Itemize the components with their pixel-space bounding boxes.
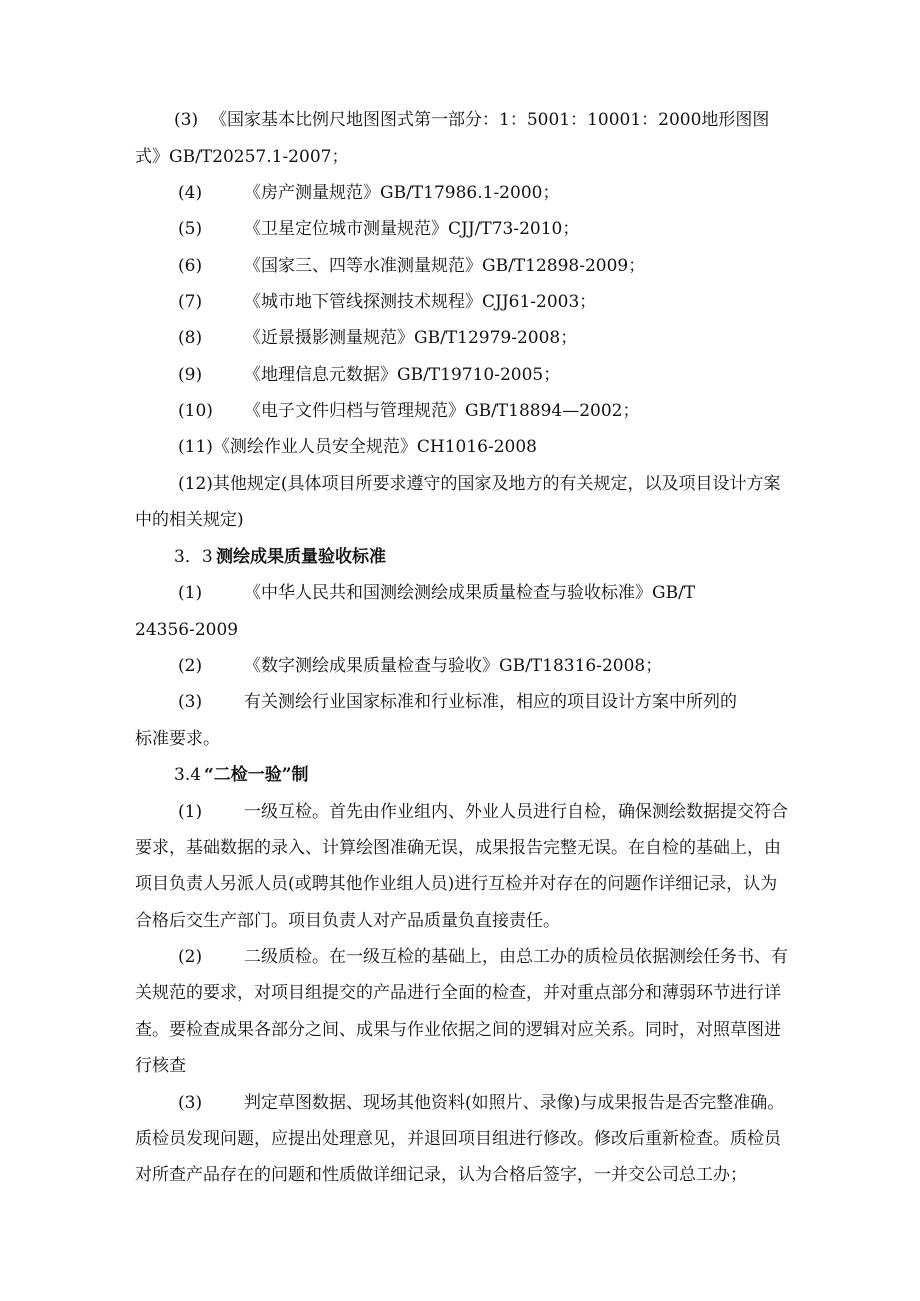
ref-text: 《地理信息元数据》GB/T19710-2005； xyxy=(244,365,561,385)
section-number: 3.4 xyxy=(174,765,202,785)
ref-text: 《电子文件归档与管理规范》GB/T18894—2002； xyxy=(244,401,640,421)
item-number: (1) xyxy=(178,583,203,603)
paragraph-line: 合格后交生产部门。项目负责人对产品质量负直接责任。 xyxy=(135,911,560,931)
paragraph-number: (2) xyxy=(178,947,203,967)
item-number: (3) xyxy=(178,692,203,712)
item-text-continuation: 24356-2009 xyxy=(135,620,239,640)
paragraph-line: 关规范的要求，对项目组提交的产品进行全面的检查，并对重点部分和薄弱环节进行详 xyxy=(135,983,781,1003)
ref-text-continuation: 中的相关规定) xyxy=(135,510,244,530)
paragraph-line: 行核查 xyxy=(135,1056,186,1076)
ref-text: 《国家基本比例尺地图图式第一部分：1：5001：10001：2000地形图图 xyxy=(210,110,770,130)
ref-text: 《国家三、四等水准测量规范》GB/T12898-2009； xyxy=(244,256,646,276)
section-heading: 测绘成果质量验收标准 xyxy=(216,547,386,567)
paragraph-line: 对所查产品存在的问题和性质做详细记录，认为合格后签字，一并交公司总工办； xyxy=(135,1165,747,1185)
paragraph-line: 判定草图数据、现场其他资料(如照片、录像)与成果报告是否完整准确。 xyxy=(244,1093,785,1113)
item-text: 《中华人民共和国测绘测绘成果质量检查与验收标准》GB/T xyxy=(244,583,696,603)
ref-number: (9) xyxy=(178,365,203,385)
ref-text: 《近景摄影测量规范》GB/T12979-2008； xyxy=(244,328,578,348)
paragraph-line: 质检员发现问题，应提出处理意见，并退回项目组进行修改。修改后重新检查。质检员 xyxy=(135,1129,781,1149)
ref-text: (11)《测绘作业人员安全规范》CH1016-2008 xyxy=(178,437,537,457)
ref-number: (10) xyxy=(178,401,213,421)
section-heading: “二检一验”制 xyxy=(204,765,309,785)
paragraph-line: 查。要检查成果各部分之间、成果与作业依据之间的逻辑对应关系。同时，对照草图进 xyxy=(135,1020,781,1040)
paragraph-line: 一级互检。首先由作业组内、外业人员进行自检，确保测绘数据提交符合 xyxy=(244,802,788,822)
ref-number: (8) xyxy=(178,328,203,348)
paragraph-line: 要求，基础数据的录入、计算绘图准确无误，成果报告完整无误。在自检的基础上，由 xyxy=(135,838,781,858)
section-number: 3．3 xyxy=(174,547,213,567)
ref-number: (4) xyxy=(178,183,203,203)
ref-text-continuation: 式》GB/T20257.1-2007； xyxy=(135,147,349,167)
ref-text: 《卫星定位城市测量规范》CJJ/T73-2010； xyxy=(244,219,580,239)
paragraph-line: 项目负责人另派人员(或聘其他作业组人员)进行互检并对存在的问题作详细记录，认为 xyxy=(135,874,778,894)
item-number: (2) xyxy=(178,656,203,676)
ref-text: 《城市地下管线探测技术规程》CJJ61-2003； xyxy=(244,292,597,312)
item-text-continuation: 标准要求。 xyxy=(135,729,220,749)
ref-number: (7) xyxy=(178,292,203,312)
item-text: 有关测绘行业国家标准和行业标准，相应的项目设计方案中所列的 xyxy=(244,692,737,712)
paragraph-number: (3) xyxy=(178,1093,203,1113)
paragraph-number: (1) xyxy=(178,802,203,822)
item-text: 《数字测绘成果质量检查与验收》GB/T18316-2008； xyxy=(244,656,663,676)
ref-text: 《房产测量规范》GB/T17986.1-2000； xyxy=(244,183,560,203)
ref-number: (5) xyxy=(178,219,203,239)
paragraph-line: 二级质检。在一级互检的基础上，由总工办的质检员依据测绘任务书、有 xyxy=(244,947,788,967)
ref-number: (6) xyxy=(178,256,203,276)
ref-text: (12)其他规定(具体项目所要求遵守的国家及地方的有关规定，以及项目设计方案 xyxy=(178,474,781,494)
ref-number: (3) xyxy=(174,110,199,130)
